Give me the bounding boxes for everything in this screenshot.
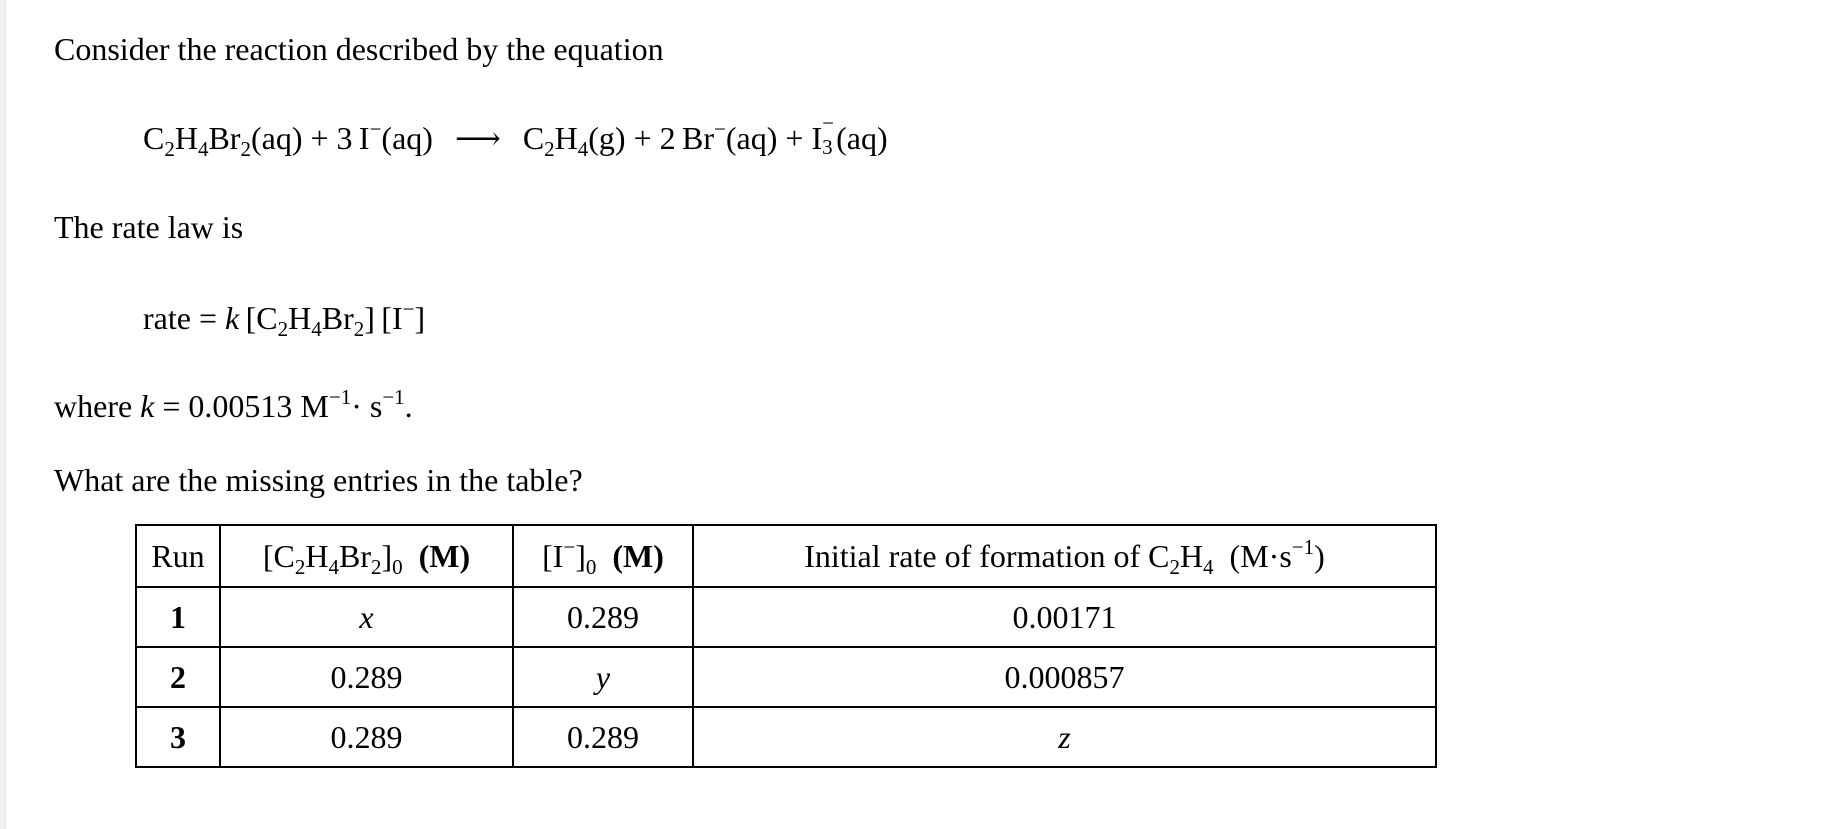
cell-c2h4br2: 0.289 xyxy=(220,647,513,707)
table-header-row xyxy=(136,525,1436,587)
rate-constant-line: where k = 0.00513 $M^{-1}\cdot s^{-1}$. xyxy=(54,385,413,424)
cell-rate: 0.000857 xyxy=(693,647,1436,707)
cell-run: 3 xyxy=(136,707,220,767)
header-c2h4br2: $[C_2H_4Br_2]_0$ (M) xyxy=(220,525,513,587)
table-row xyxy=(136,707,1436,767)
cell-rate: 0.00171 xyxy=(693,587,1436,647)
cell-c2h4br2: x xyxy=(220,587,513,647)
cell-c2h4br2: 0.289 xyxy=(220,707,513,767)
cell-rate: z xyxy=(693,707,1436,767)
header-run: Run xyxy=(136,525,220,587)
cell-iodide: y xyxy=(513,647,693,707)
header-rate: Initial rate of formation of $C_2H_4$ $(M\cdot s^{-1})$ xyxy=(693,525,1436,587)
rate-law-intro: The rate law is xyxy=(54,209,244,245)
cell-run: 2 xyxy=(136,647,220,707)
kinetics-table xyxy=(135,524,1437,768)
page-left-border xyxy=(0,0,6,829)
cell-iodide: 0.289 xyxy=(513,587,693,647)
rate-law-equation: rate = k $[C_2H_4Br_2]$ [I−] xyxy=(143,297,426,341)
table-row xyxy=(136,647,1436,707)
intro-text: Consider the reaction described by the equation xyxy=(54,31,664,67)
reaction-equation: $C_2H_4Br_2(aq) + 3$ I−(aq) ⟶ $C_2H_4(g) + 2$ Br−(aq) + I − 3 (aq) xyxy=(143,111,888,161)
question-text: What are the missing entries in the table? xyxy=(54,462,583,498)
cell-run: 1 xyxy=(136,587,220,647)
header-iodide: $[I^-]_0$ (M) xyxy=(513,525,693,587)
cell-iodide: 0.289 xyxy=(513,707,693,767)
table-row xyxy=(136,587,1436,647)
